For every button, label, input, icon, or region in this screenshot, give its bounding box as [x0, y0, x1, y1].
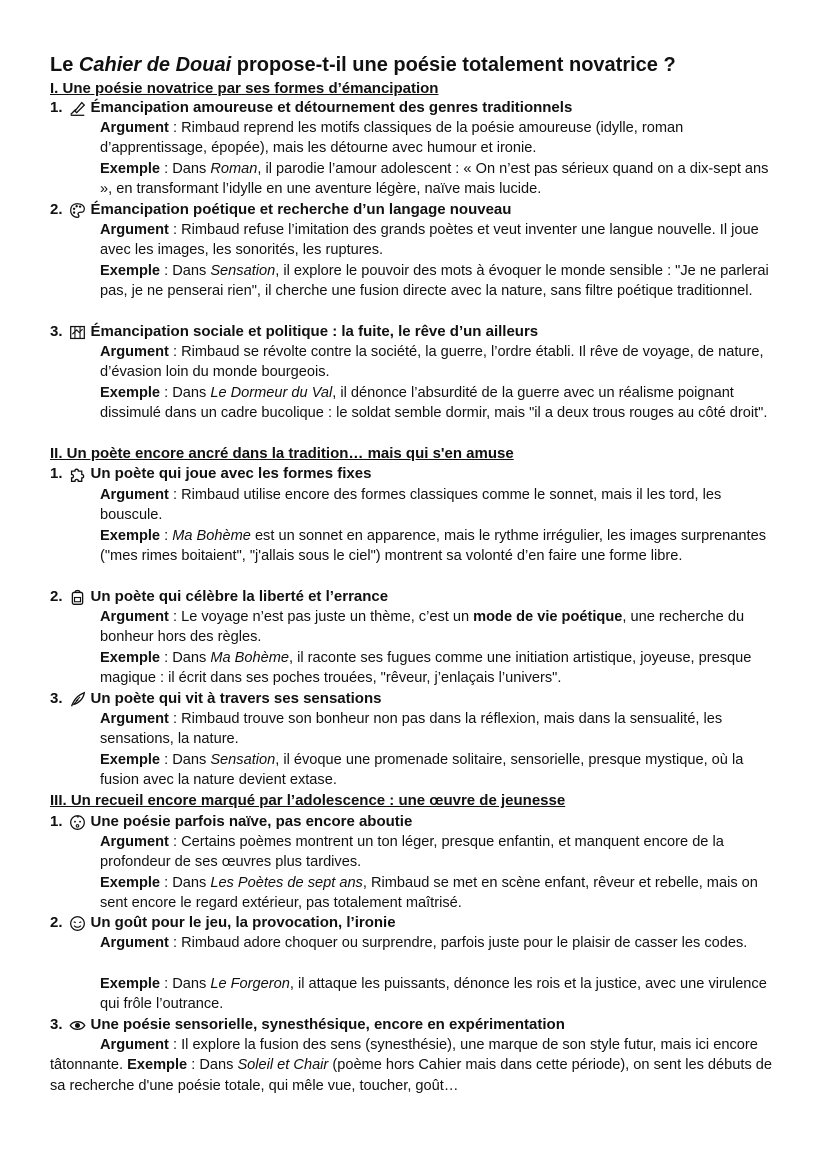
- argument-label: Argument: [100, 1037, 169, 1053]
- argument-text: Le voyage n’est pas juste un thème, c’est un: [181, 609, 474, 625]
- map-icon: [69, 324, 86, 341]
- example-text: , il dénonce l’absurdité de la guerre avec un réalisme poignant dissimulé dans un cadre bucolique : le soldat semble dormir, mais "il a deux trous rouges au côté droit".: [100, 385, 768, 422]
- item-number: 3.: [50, 690, 63, 707]
- label-separator: :: [160, 385, 173, 401]
- argument-text-end: , une recherche du bonheur hors des règles.: [100, 609, 745, 646]
- example-work-title: Roman: [210, 161, 258, 177]
- example-label: Exemple: [100, 263, 161, 279]
- subheading-3-1: [50, 812, 412, 832]
- example-label: Exemple: [100, 650, 161, 666]
- subheading-title: Émancipation sociale et politique : la fuite, le rêve d’un ailleurs: [90, 323, 539, 340]
- argument-text: Rimbaud adore choquer ou surprendre, parfois juste pour le plaisir de casser les codes.: [181, 935, 748, 951]
- example-2-2: [100, 648, 780, 689]
- eye-icon: [69, 1017, 86, 1034]
- subheading-3-2: [50, 913, 396, 933]
- label-separator: :: [168, 344, 182, 360]
- palette-icon: [69, 202, 86, 219]
- subheading-2-1: [50, 464, 371, 484]
- example-work-title: Sensation: [210, 752, 276, 768]
- argument-label: Argument: [100, 935, 169, 951]
- example-pre: Dans: [172, 385, 211, 401]
- argument-text: Rimbaud reprend les motifs classiques de la poésie amoureuse (idylle, roman d’apprentissage, épopée), mais les détourne avec humour et ironie.: [100, 120, 684, 157]
- example-work-title: Le Dormeur du Val: [210, 385, 333, 401]
- argument-label: Argument: [100, 222, 169, 238]
- label-separator: :: [168, 609, 182, 625]
- example-label: Exemple: [127, 1057, 188, 1074]
- title-prefix: Le: [50, 54, 79, 76]
- example-label: Exemple: [100, 161, 161, 177]
- argument-2-1: [100, 485, 780, 526]
- argument-3-1: [100, 832, 780, 873]
- argument-text: Rimbaud se révolte contre la société, la guerre, l’ordre établi. Il rêve de voyage, de nature, d’évasion loin du monde bourgeois.: [100, 344, 764, 381]
- backpack-icon: [69, 589, 86, 606]
- subheading-title: Un poète qui célèbre la liberté et l’errance: [90, 588, 389, 605]
- argument-text: Rimbaud refuse l’imitation des grands poètes et veut inventer une langue nouvelle. Il joue avec les images, les sonorités, les ruptures.: [100, 222, 759, 259]
- example-text: est un sonnet en apparence, mais le rythme irrégulier, les images surprenantes ("mes rimes boitaient", "j'allais sous le ciel") montrent sa volonté d’en faire une forme libre.: [100, 528, 766, 565]
- label-separator: :: [168, 711, 182, 727]
- label-separator: :: [168, 222, 182, 238]
- example-text: (poème hors Cahier mais dans cette période), on sent les débuts de sa recherche d'une poésie totale, qui mêle vue, toucher, goût…: [50, 1057, 773, 1094]
- argument-example-3-3: [50, 1035, 778, 1096]
- item-number: 2.: [50, 201, 63, 218]
- item-number: 1.: [50, 99, 63, 116]
- item-number: 1.: [50, 465, 63, 482]
- subheading-title: Un poète qui vit à travers ses sensations: [90, 690, 382, 707]
- example-text: , il raconte ses fugues comme une initiation artistique, joyeuse, presque magique : il écrit dans ses poches trouées, "rêveur, j’enlaçais l’univers".: [100, 650, 752, 687]
- subheading-title: Un poète qui joue avec les formes fixes: [90, 465, 372, 482]
- section-heading-2: II. Un poète encore ancré dans la tradition… mais qui s'en amuse: [50, 445, 514, 462]
- example-pre: Dans: [172, 263, 211, 279]
- argument-2-2: [100, 607, 780, 648]
- subheading-2-2: [50, 587, 388, 607]
- subheading-1-1: [50, 98, 572, 118]
- label-separator: :: [168, 487, 182, 503]
- subheading-1-3: [50, 322, 538, 342]
- label-separator: :: [160, 875, 173, 891]
- example-2-3: [100, 750, 780, 791]
- label-separator: :: [160, 650, 173, 666]
- example-text: , il attaque les puissants, dénonce les rois et la justice, avec une virulence qui frôle l’outrance.: [100, 976, 767, 1013]
- example-work-title: Ma Bohème: [172, 528, 251, 544]
- label-separator: :: [168, 1037, 182, 1053]
- title-suffix: propose-t-il une poésie totalement novatrice ?: [231, 54, 676, 76]
- label-separator: :: [160, 976, 173, 992]
- subheading-title: Une poésie sensorielle, synesthésique, encore en expérimentation: [90, 1016, 565, 1033]
- feather-icon: [69, 691, 86, 708]
- argument-1-3: [100, 342, 780, 383]
- example-text: , Rimbaud se met en scène enfant, rêveur et rebelle, mais on sent encore le regard extérieur, pas totalement maîtrisé.: [100, 875, 758, 912]
- argument-label: Argument: [100, 609, 169, 625]
- example-3-2: [100, 974, 780, 1015]
- subheading-3-3: [50, 1015, 565, 1035]
- subheading-2-3: [50, 689, 381, 709]
- argument-text: Certains poèmes montrent un ton léger, presque enfantin, et manquent encore de la profondeur de ses œuvres plus tardives.: [100, 834, 724, 871]
- argument-3-2: [100, 933, 780, 953]
- argument-label: Argument: [100, 344, 169, 360]
- item-number: 1.: [50, 813, 63, 830]
- argument-label: Argument: [100, 834, 169, 850]
- item-number: 3.: [50, 323, 63, 340]
- argument-label: Argument: [100, 711, 169, 727]
- label-separator: :: [168, 834, 182, 850]
- subheading-1-2: [50, 200, 511, 220]
- example-work-title: Le Forgeron: [210, 976, 290, 992]
- page-title: [50, 52, 810, 78]
- example-1-2: [100, 261, 780, 302]
- label-separator: :: [160, 752, 173, 768]
- example-pre: Dans: [172, 650, 211, 666]
- example-3-1: [100, 873, 780, 914]
- example-pre: Dans: [199, 1057, 238, 1074]
- pen-writing-icon: [69, 100, 86, 117]
- label-separator: :: [187, 1057, 200, 1074]
- argument-text: Rimbaud trouve son bonheur non pas dans la réflexion, mais dans la sensualité, les sensations, la nature.: [100, 711, 723, 748]
- argument-label: Argument: [100, 120, 169, 136]
- example-label: Exemple: [100, 875, 161, 891]
- example-label: Exemple: [100, 976, 161, 992]
- baby-face-icon: [69, 814, 86, 831]
- example-2-1: [100, 526, 780, 567]
- label-separator: :: [160, 528, 173, 544]
- argument-label: Argument: [100, 487, 169, 503]
- label-separator: :: [160, 161, 173, 177]
- argument-1-1: [100, 118, 780, 159]
- subheading-title: Émancipation amoureuse et détournement des genres traditionnels: [90, 99, 573, 116]
- example-work-title: Soleil et Chair: [237, 1057, 329, 1074]
- example-text: , il explore le pouvoir des mots à évoquer le monde sensible : "Je ne parlerai pas, je ne penserai rien", il cherche une fusion directe avec la nature, sans filtre poétique traditionnel.: [100, 263, 769, 300]
- example-label: Exemple: [100, 528, 161, 544]
- example-1-1: [100, 159, 780, 200]
- example-text: , il parodie l’amour adolescent : « On n’est pas sérieux quand on a dix-sept ans », en transformant l’idylle en une aventure légère, naïve mais lucide.: [100, 161, 769, 198]
- subheading-title: Une poésie parfois naïve, pas encore aboutie: [90, 813, 413, 830]
- title-italic: Cahier de Douai: [78, 54, 232, 76]
- section-heading-3: III. Un recueil encore marqué par l’adolescence : une œuvre de jeunesse: [50, 792, 566, 809]
- subheading-title: Un goût pour le jeu, la provocation, l’ironie: [90, 914, 396, 931]
- argument-1-2: [100, 220, 780, 261]
- example-work-title: Les Poètes de sept ans: [210, 875, 363, 891]
- example-pre: Dans: [172, 875, 211, 891]
- subheading-title: Émancipation poétique et recherche d’un langage nouveau: [90, 201, 512, 218]
- label-separator: :: [168, 935, 182, 951]
- section-heading-1: I. Une poésie novatrice par ses formes d’émancipation: [50, 80, 439, 97]
- argument-emphasis: mode de vie poétique: [473, 609, 623, 625]
- example-pre: Dans: [172, 161, 211, 177]
- item-number: 2.: [50, 588, 63, 605]
- item-number: 3.: [50, 1016, 63, 1033]
- argument-text: Il explore la fusion des sens (synesthésie), une marque de son style futur, mais ici encore tâtonnante.: [50, 1037, 758, 1074]
- argument-text: Rimbaud utilise encore des formes classiques comme le sonnet, mais il les tord, les bouscule.: [100, 487, 722, 524]
- example-1-3: [100, 383, 780, 424]
- example-label: Exemple: [100, 752, 161, 768]
- example-label: Exemple: [100, 385, 161, 401]
- mischief-face-icon: [69, 915, 86, 932]
- example-pre: Dans: [172, 752, 211, 768]
- label-separator: :: [168, 120, 182, 136]
- example-text: , il évoque une promenade solitaire, sensorielle, presque mystique, où la fusion avec la nature devient extase.: [100, 752, 744, 789]
- label-separator: :: [160, 263, 173, 279]
- example-work-title: Ma Bohème: [210, 650, 290, 666]
- argument-2-3: [100, 709, 780, 750]
- example-work-title: Sensation: [210, 263, 276, 279]
- puzzle-icon: [69, 466, 86, 483]
- item-number: 2.: [50, 914, 63, 931]
- example-pre: Dans: [172, 976, 211, 992]
